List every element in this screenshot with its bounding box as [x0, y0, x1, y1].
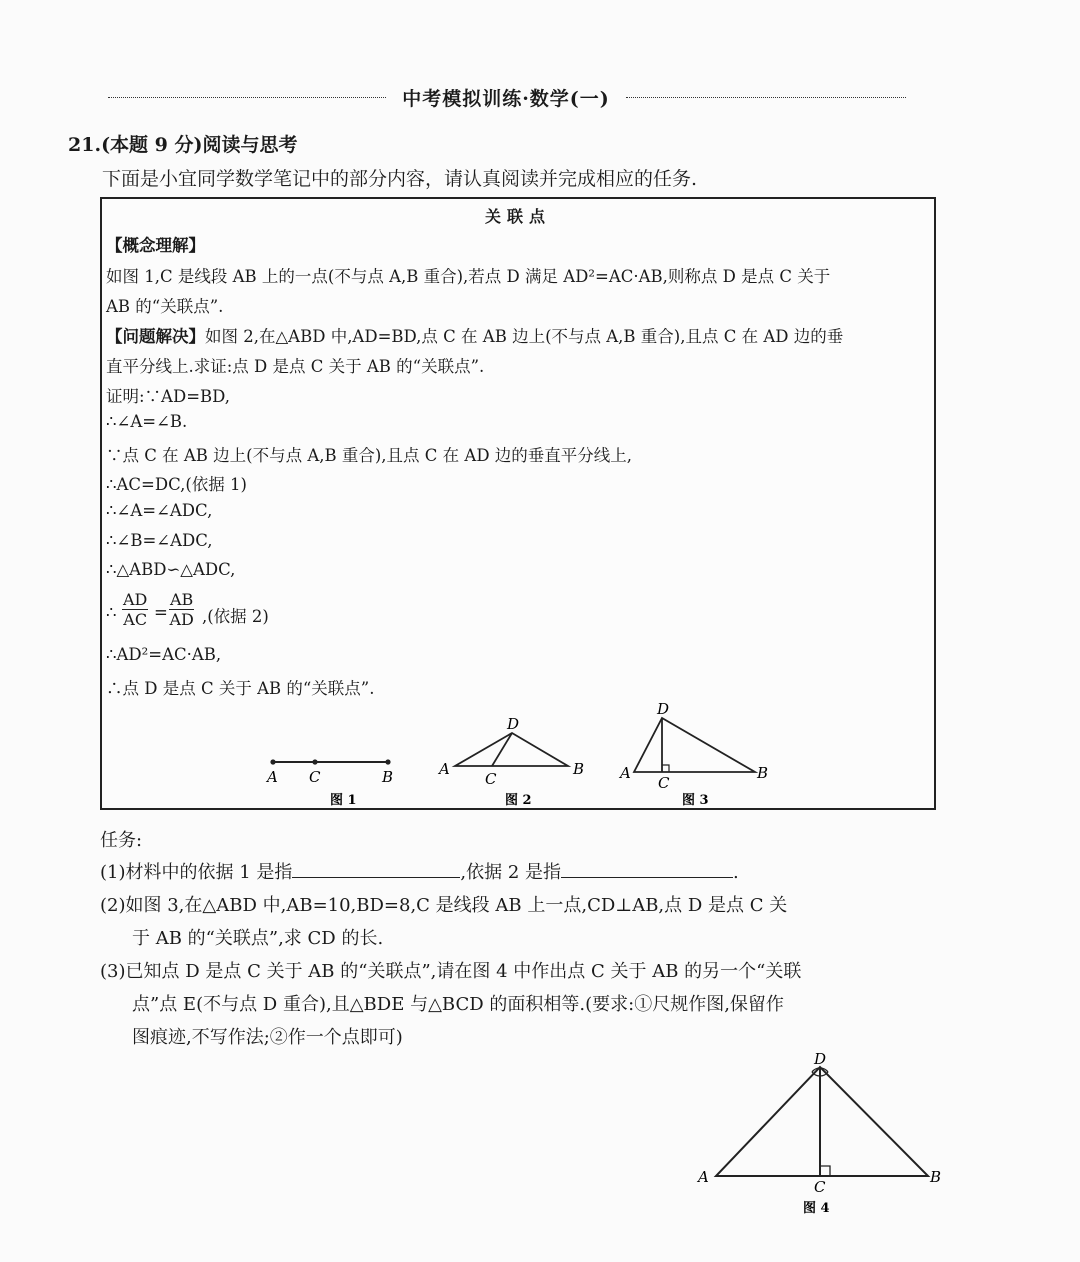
task-1-part-a: (1)材料中的依据 1 是指: [100, 862, 293, 883]
task-2-line-2: 于 AB 的“关联点”,求 CD 的长.: [132, 928, 384, 949]
notes-box-title: 关联点: [484, 207, 551, 226]
concept-line-2: AB 的“关联点”.: [106, 297, 224, 316]
question-intro: 下面是小宜同学数学笔记中的部分内容，请认真阅读并完成相应的任务.: [102, 168, 698, 190]
label-a: A: [267, 768, 278, 786]
page-header-title: 中考模拟训练·数学(一): [402, 88, 610, 110]
proof-line: 证明:∵AD=BD,: [106, 387, 231, 406]
problem-heading: 【问题解决】: [106, 327, 205, 346]
label-c: C: [658, 774, 670, 792]
concept-line-1: 如图 1,C 是线段 AB 上的一点(不与点 A,B 重合),若点 D 满足 AD²=AC·AB,则称点 D 是点 C 关于: [106, 267, 831, 286]
label-a: A: [698, 1168, 709, 1186]
concept-heading: 【概念理解】: [106, 236, 205, 255]
figure-4-caption: 图 4: [803, 1201, 830, 1216]
task-3-line-1: (3)已知点 D 是点 C 关于 AB 的“关联点”,请在图 4 中作出点 C 关于 AB 的另一个“关联: [100, 961, 802, 982]
problem-line-1: 如图 2,在△ABD 中,AD=BD,点 C 在 AB 边上(不与点 A,B 重合),且点 C 在 AD 边的垂: [205, 327, 844, 346]
fraction-denominator: AD: [169, 610, 194, 629]
question-points: (本题 9 分): [101, 134, 203, 156]
label-b: B: [757, 764, 769, 782]
figure-1-caption: 图 1: [330, 793, 357, 808]
label-b: B: [930, 1168, 942, 1186]
figure-3-caption: 图 3: [682, 793, 709, 808]
proof-line: ∵点 C 在 AB 边上(不与点 A,B 重合),且点 C 在 AD 边的垂直平分线上,: [106, 446, 633, 465]
label-d: D: [814, 1050, 827, 1068]
task-2-line-1: (2)如图 3,在△ABD 中,AB=10,BD=8,C 是线段 AB 上一点,CD⊥AB,点 D 是点 C 关: [100, 895, 788, 916]
proof-line: ∴∠A=∠B.: [106, 412, 188, 431]
proof-end-line: ∴点 D 是点 C 关于 AB 的“关联点”.: [106, 679, 375, 698]
task-3-line-3: 图痕迹,不写作法;②作一个点即可): [132, 1027, 403, 1048]
question-number: 21.: [68, 134, 102, 156]
problem-line-2: 直平分线上.求证:点 D 是点 C 关于 AB 的“关联点”.: [106, 357, 485, 376]
figure-2-caption: 图 2: [505, 793, 532, 808]
question-type: 阅读与思考: [202, 134, 298, 156]
task-1-part-b: ,依据 2 是指: [460, 862, 562, 883]
fraction-denominator: AC: [123, 610, 148, 629]
label-d: D: [507, 715, 520, 733]
proof-line: ∴∠A=∠ADC,: [106, 501, 213, 520]
label-b: B: [573, 760, 585, 778]
proof-line: ∴AC=DC,(依据 1): [106, 475, 247, 494]
label-c: C: [814, 1178, 826, 1196]
task-3-line-2: 点”点 E(不与点 D 重合),且△BDE 与△BCD 的面积相等.(要求:①尺规作图,保留作: [132, 994, 784, 1015]
label-d: D: [657, 700, 670, 718]
proof-line: ∴∠B=∠ADC,: [106, 531, 213, 550]
ratio-equals: =: [154, 603, 168, 622]
fraction-numerator: AB: [170, 590, 194, 609]
label-c: C: [485, 770, 497, 788]
ratio-suffix: ,(依据 2): [202, 607, 269, 626]
tasks-heading: 任务:: [100, 830, 143, 851]
label-a: A: [620, 764, 631, 782]
task-1-part-c: .: [733, 862, 739, 883]
label-b: B: [382, 768, 394, 786]
ratio-prefix: ∴: [106, 603, 117, 622]
fraction-numerator: AD: [123, 590, 148, 609]
proof-end-line: ∴AD²=AC·AB,: [106, 645, 222, 664]
label-a: A: [439, 760, 450, 778]
proof-line: ∴△ABD∽△ADC,: [106, 560, 236, 579]
label-c: C: [309, 768, 321, 786]
